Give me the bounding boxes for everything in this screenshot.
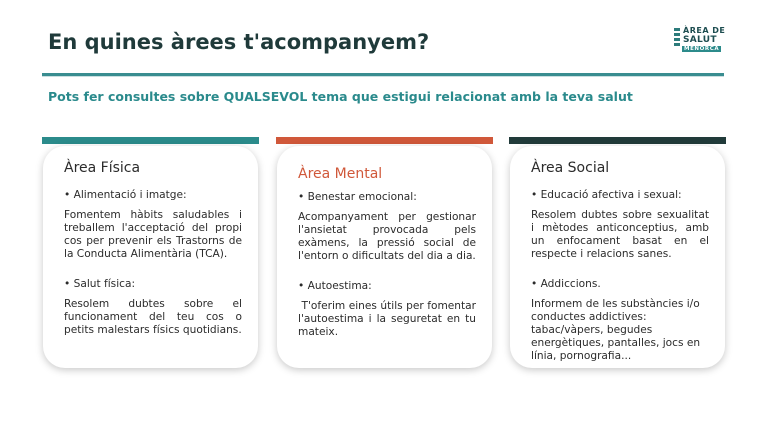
section-text: Fomentem hàbits saludables i treballem l'acceptació del propi cos per prevenir els Trastorns de la Conducta Alimentària (TCA).	[64, 209, 242, 260]
card-social-topbar	[509, 137, 726, 144]
logo-line-2: SALUT	[683, 35, 717, 45]
card-fisica-topbar	[42, 137, 259, 144]
section-heading: • Salut física:	[64, 278, 136, 290]
card-mental-topbar	[276, 137, 493, 144]
card-title: Àrea Mental	[298, 166, 383, 182]
section-heading: • Educació afectiva i sexual:	[531, 189, 682, 201]
card-title: Àrea Social	[531, 160, 610, 176]
card-area-social	[510, 146, 725, 368]
area-de-salut-logo	[674, 26, 726, 54]
card-area-mental	[277, 146, 492, 368]
logo-line-1: ÀREA DE	[683, 26, 726, 35]
section-text: Informem de les substàncies i/o conductes addictives: tabac/vàpers, begudes energètiques, pantalles, jocs en línia, pornografia...	[531, 298, 701, 362]
card-title: Àrea Física	[64, 160, 141, 176]
logo-bars-icon	[674, 28, 680, 52]
section-heading: • Autoestima:	[298, 280, 372, 292]
section-heading: • Benestar emocional:	[298, 191, 417, 203]
section-text: Resolem dubtes sobre sexualitat i mètodes anticonceptius, amb un enfocament basat en el respecte i relacions sanes.	[531, 209, 709, 260]
header-divider-shadow	[42, 76, 724, 77]
section-text: Resolem dubtes sobre el funcionament del teu cos o petits malestars físics quotidians.	[64, 298, 242, 336]
page-title: En quines àrees t'acompanyem?	[48, 30, 430, 54]
section-heading: • Addiccions.	[531, 278, 601, 290]
section-text: Acompanyament per gestionar l'ansietat provocada pels exàmens, la pressió social de l'entorn o dificultats del dia a dia.	[298, 211, 476, 262]
page-subtitle: Pots fer consultes sobre QUALSEVOL tema que estigui relacionat amb la teva salut	[48, 89, 633, 104]
card-area-fisica	[43, 146, 258, 368]
section-text: T'oferim eines útils per fomentar l'autoestima i la seguretat en tu mateix.	[298, 300, 480, 338]
logo-line-3: MENORCA	[684, 46, 720, 52]
section-heading: • Alimentació i imatge:	[64, 189, 187, 201]
